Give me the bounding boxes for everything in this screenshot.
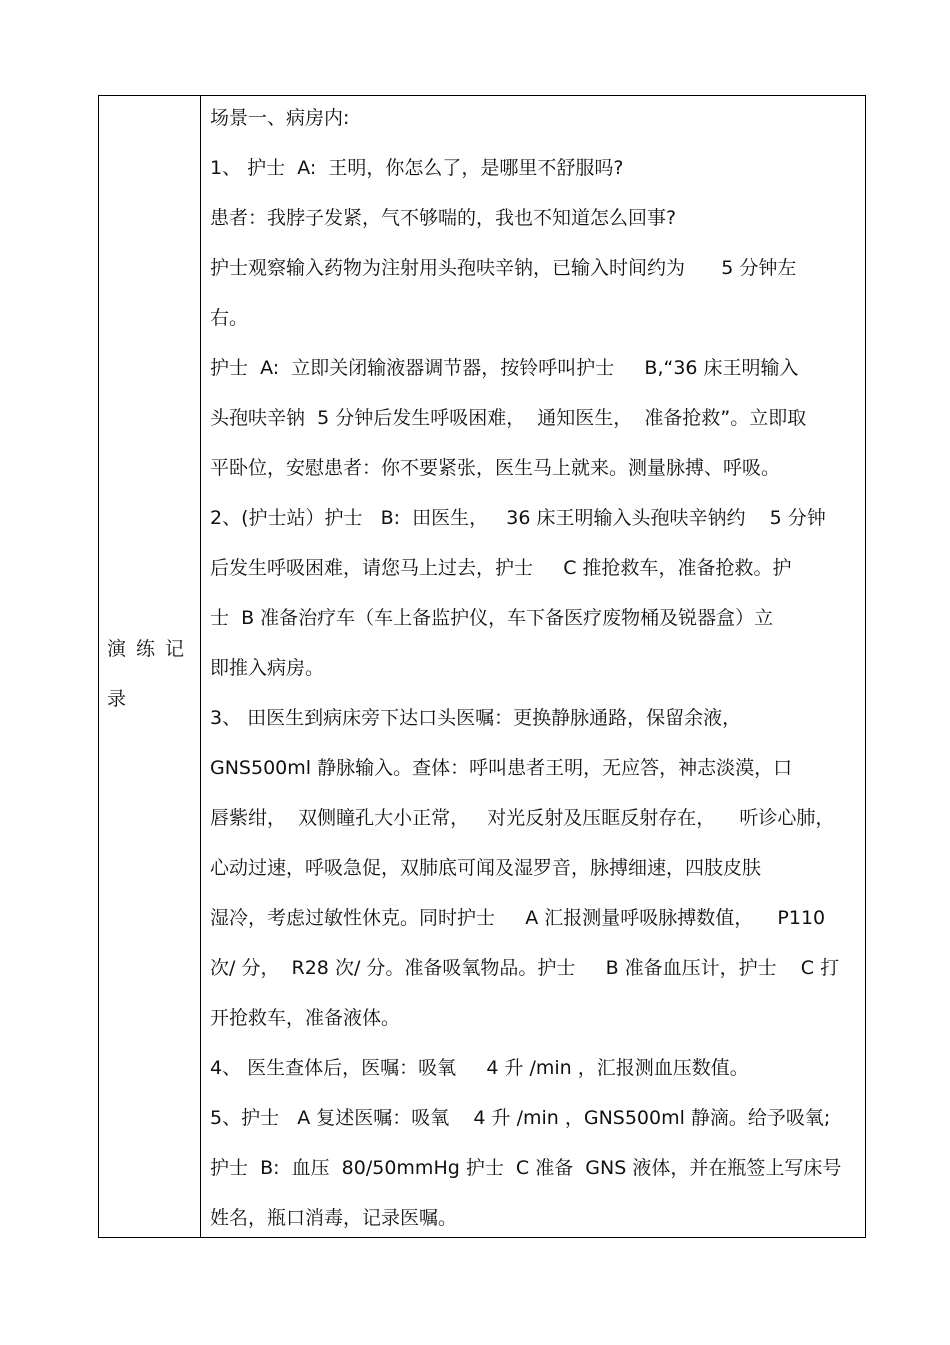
text-line: 4、 医生查体后，医嘱：吸氧 4 升 /min ，汇报测血压数值。: [210, 1057, 749, 1079]
content-cell: [201, 96, 865, 1237]
text-line: 护士观察输入药物为注射用头孢呋辛钠，已输入时间约为 5 分钟左: [210, 257, 797, 279]
row-label: 演练记录: [107, 638, 195, 710]
record-table: [98, 95, 866, 1238]
text-line: 患者：我脖子发紧，气不够喘的，我也不知道怎么回事?: [210, 207, 677, 229]
text-line: 1、 护士 A: 王明，你怎么了，是哪里不舒服吗?: [210, 157, 624, 179]
text-line: 头孢呋辛钠 5 分钟后发生呼吸困难， 通知医生， 准备抢救”。立即取: [210, 407, 807, 429]
text-line: 护士 B: 血压 80/50mmHg 护士 C 准备 GNS 液体，并在瓶签上写床号: [210, 1157, 842, 1179]
scene-heading: 场景一、病房内:: [210, 107, 350, 129]
text-line: 即推入病房。: [210, 657, 325, 679]
text-line: 右。: [210, 307, 249, 329]
text-line: 开抢救车，准备液体。: [210, 1007, 401, 1029]
text-line: 次/ 分， R28 次/ 分。准备吸氧物品。护士 B 准备血压计，护士 C 打: [210, 957, 840, 979]
text-line: 后发生呼吸困难，请您马上过去，护士 C 推抢救车，准备抢救。护: [210, 557, 792, 579]
text-line: GNS500ml 静脉输入。查体：呼叫患者王明，无应答，神志淡漠，口: [210, 757, 793, 779]
text-line: 姓名，瓶口消毒，记录医嘱。: [210, 1207, 458, 1229]
text-line: 3、 田医生到病床旁下达口头医嘱：更换静脉通路，保留余液，: [210, 707, 742, 729]
text-line: 湿冷，考虑过敏性休克。同时护士 A 汇报测量呼吸脉搏数值， P110: [210, 907, 826, 929]
text-line: 唇紫绀， 双侧瞳孔大小正常， 对光反射及压眶反射存在， 听诊心肺，: [210, 807, 835, 829]
text-line: 士 B 准备治疗车（车上备监护仪，车下备医疗废物桶及锐器盒）立: [210, 607, 774, 629]
text-line: 平卧位，安慰患者：你不要紧张，医生马上就来。测量脉搏、呼吸。: [210, 457, 781, 479]
text-line: 护士 A: 立即关闭输液器调节器，按铃呼叫护士 B,“36 床王明输入: [210, 357, 799, 379]
text-line: 心动过速，呼吸急促，双肺底可闻及湿罗音，脉搏细速，四肢皮肤: [210, 857, 762, 879]
row-label-cell: [99, 96, 201, 1237]
text-line: 5、护士 A 复述医嘱：吸氧 4 升 /min ，GNS500ml 静滴。给予吸氧;: [210, 1107, 831, 1129]
text-line: 2、(护士站）护士 B: 田医生， 36 床王明输入头孢呋辛钠约 5 分钟: [210, 507, 826, 529]
